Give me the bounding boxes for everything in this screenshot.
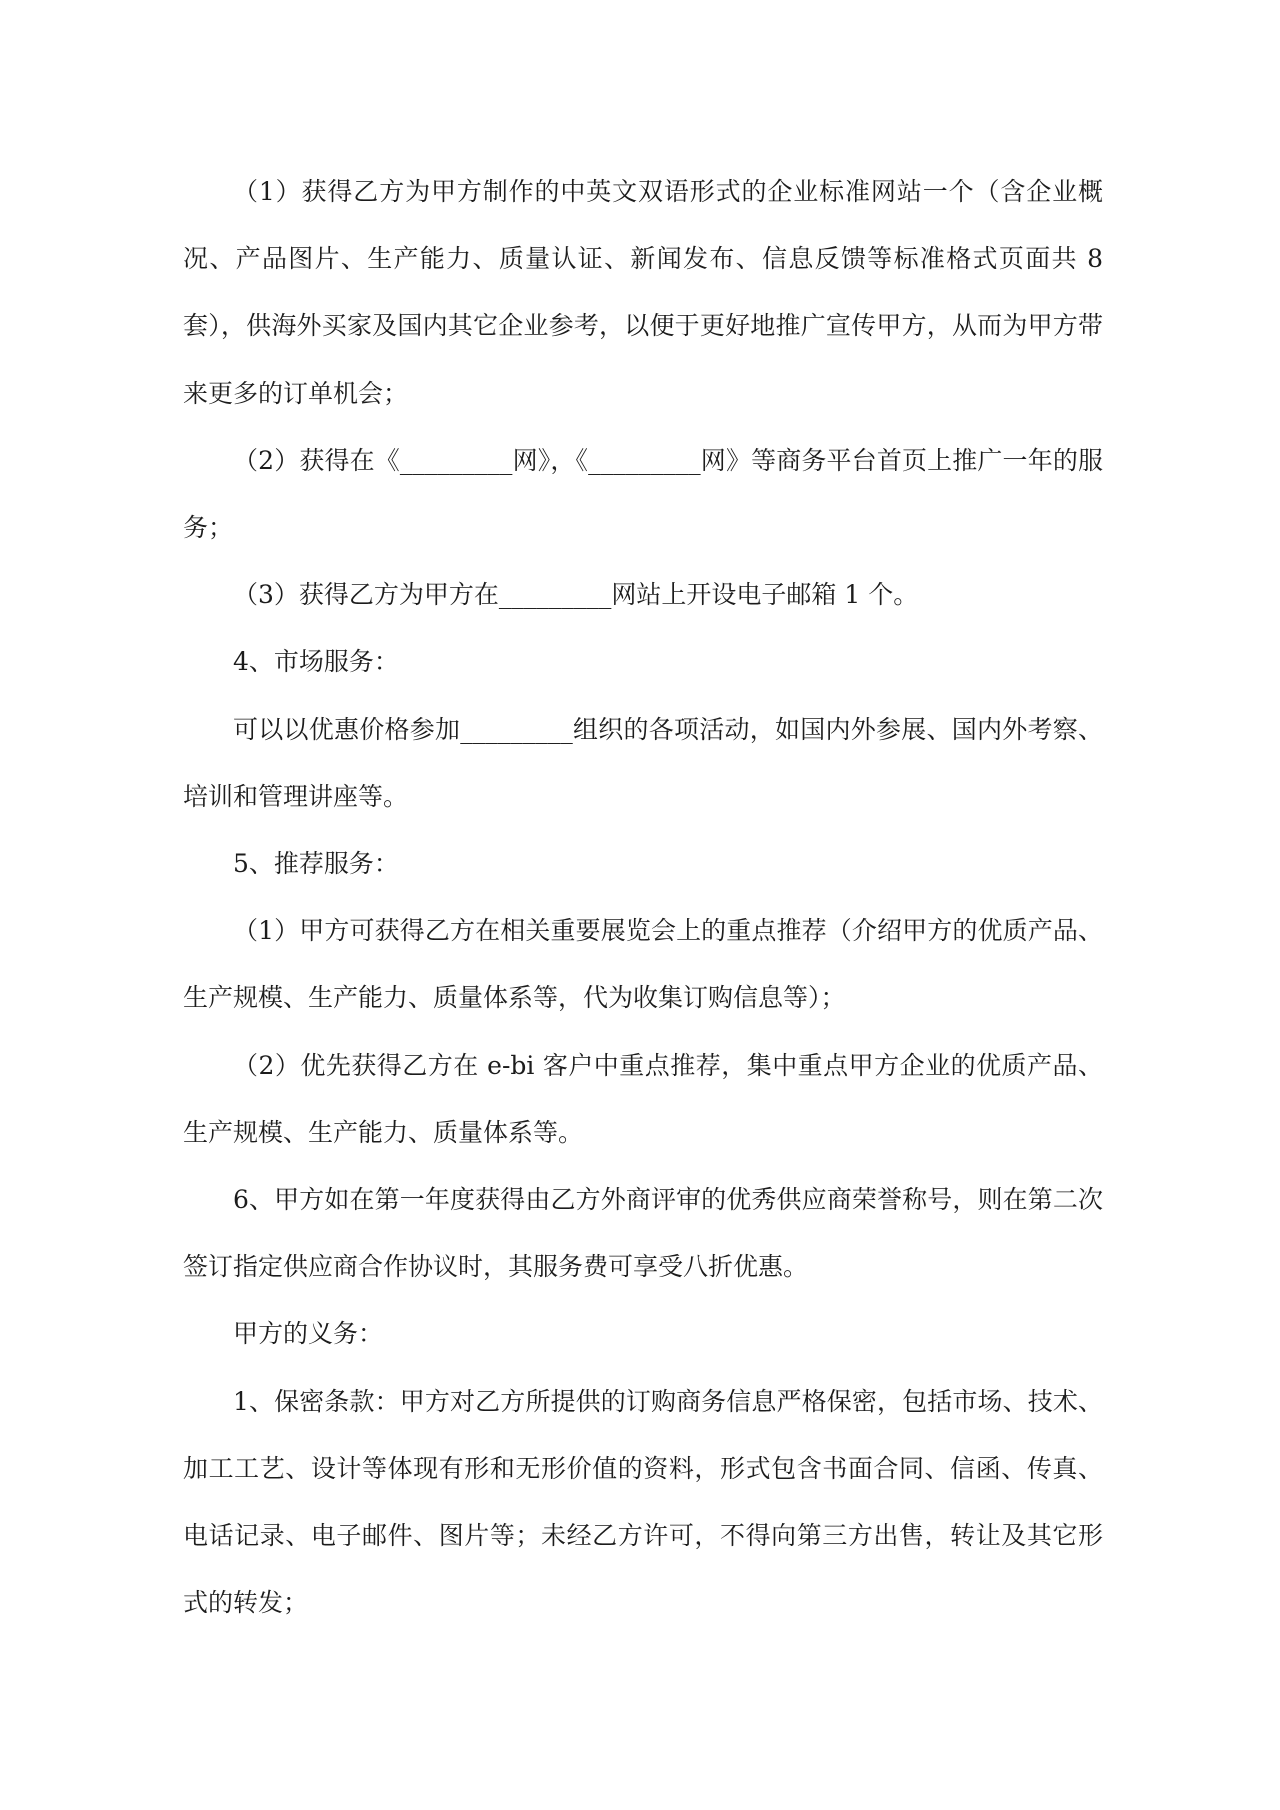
heading-party-a-obligations: 甲方的义务： (233, 1319, 384, 1349)
paragraph-confidentiality-clause: 1、保密条款：甲方对乙方所提供的订购商务信息严格保密，包括市场、技术、加工工艺、设计等体现有形和无形价值的资料，形式包含书面合同、信函、传真、电话记录、电子邮件、图片等；未经乙方许可，不得向第三方出售，转让及其它形式的转发； (183, 1386, 1103, 1618)
paragraph-website-benefit: （1）获得乙方为甲方制作的中英文双语形式的企业标准网站一个（含企业概况、产品图片、生产能力、质量认证、新闻发布、信息反馈等标准格式页面共 8 套），供海外买家及国内其它企业参考，以便于更好地推广宣传甲方，从而为甲方带来更多的订单机会； (183, 177, 1103, 408)
heading-market-service: 4、市场服务： (233, 647, 399, 677)
paragraph-market-activities: 可以以优惠价格参加_________组织的各项活动，如国内外参展、国内外考察、培训和管理讲座等。 (183, 714, 1103, 811)
paragraph-exhibition-recommendation: （1）甲方可获得乙方在相关重要展览会上的重点推荐（介绍甲方的优质产品、生产规模、生产能力、质量体系等，代为收集订购信息等）； (183, 916, 1103, 1013)
paragraph-email-account: （3）获得乙方为甲方在_________网站上开设电子邮箱 1 个。 (233, 580, 919, 610)
paragraph-platform-promotion: （2）获得在《_________网》，《_________网》等商务平台首页上推广一年的服务； (183, 445, 1103, 543)
document-body (183, 158, 1103, 1636)
paragraph-supplier-discount: 6、甲方如在第一年度获得由乙方外商评审的优秀供应商荣誉称号，则在第二次签订指定供应商合作协议时，其服务费可享受八折优惠。 (183, 1185, 1103, 1282)
paragraph-client-recommendation: （2）优先获得乙方在 e-bi 客户中重点推荐，集中重点甲方企业的优质产品、生产规模、生产能力、质量体系等。 (183, 1050, 1103, 1147)
heading-recommendation-service: 5、推荐服务： (233, 849, 399, 879)
